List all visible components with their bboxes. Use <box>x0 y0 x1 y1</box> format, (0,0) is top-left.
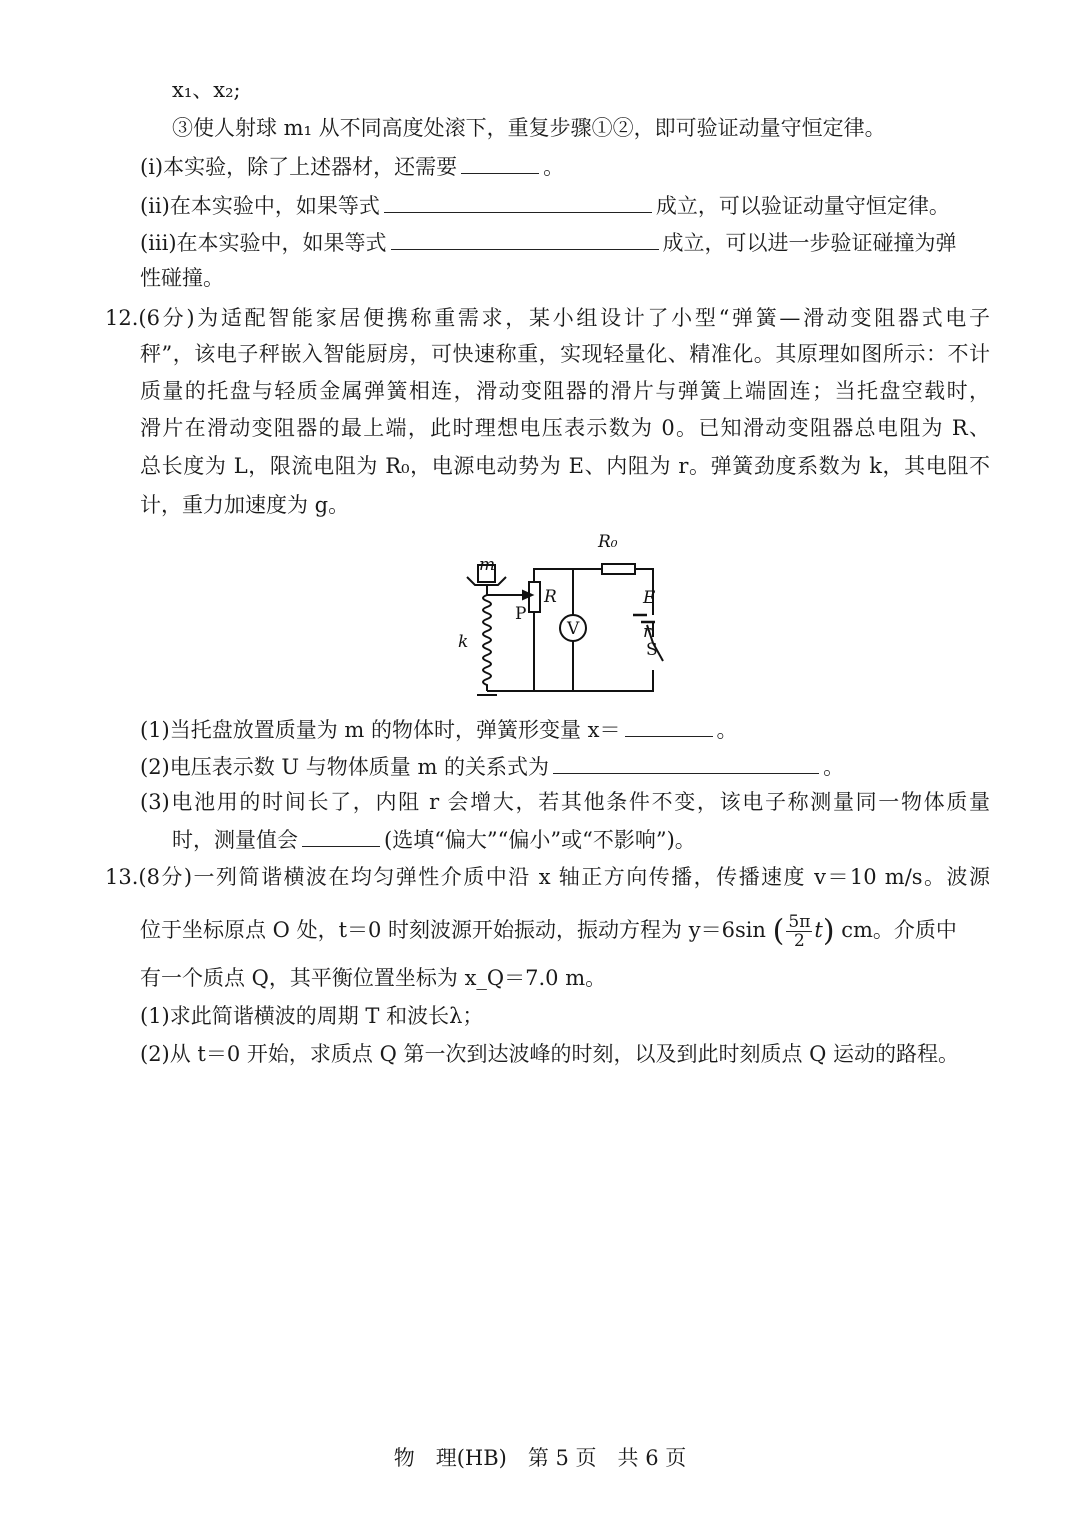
label-r: r <box>643 622 652 642</box>
part-iii-end: 成立，可以进一步验证碰撞为弹 <box>662 231 957 255</box>
label-m: m <box>479 555 496 575</box>
label-k: k <box>458 632 469 652</box>
label-R: R <box>544 587 557 607</box>
fraction-variable: t <box>814 918 823 942</box>
page-footer: 物 理(HB) 第 5 页 共 6 页 <box>393 1446 687 1470</box>
answer-blank-q12-2[interactable] <box>553 751 819 774</box>
fraction-numerator: 5π <box>788 912 811 932</box>
battery-icon <box>633 615 655 622</box>
circuit-diagram <box>455 525 658 710</box>
q13-line-2-end: cm。介质中 <box>841 918 957 942</box>
part-iii-text: (ⅲ)在本实验中，如果等式 <box>140 231 387 255</box>
label-R0: R₀ <box>598 532 618 552</box>
part-ii-text: (ⅱ)在本实验中，如果等式 <box>140 194 380 218</box>
q12-line-1: 12.(6分)为适配智能家居便携称重需求，某小组设计了小型“弹簧—滑动变阻器式电子 <box>105 306 990 330</box>
answer-blank-q12-3[interactable] <box>302 824 380 847</box>
q12-part-1-end: 。 <box>716 718 738 742</box>
q13-line-3: 有一个质点 Q，其平衡位置坐标为 x_Q＝7.0 m。 <box>140 966 607 990</box>
answer-blank-q12-1[interactable] <box>625 714 713 737</box>
prev-part-iii <box>140 227 957 257</box>
q12-part-3-end: (选填“偏大”“偏小”或“不影响”)。 <box>384 828 696 852</box>
q13-line-2-text: 位于坐标原点 O 处，t＝0 时刻波源开始振动，振动方程为 y＝6sin <box>140 918 766 942</box>
q12-part-2-end: 。 <box>823 755 845 779</box>
q13-line-2: 位于坐标原点 O 处，t＝0 时刻波源开始振动，振动方程为 y＝6sin ( $\frac{5\pi}{2}$ t) cm。介质中 <box>140 912 957 951</box>
label-V: V <box>567 619 580 639</box>
fraction-denominator: 2 <box>793 931 805 951</box>
prev-line-1: x₁、x₂; <box>172 78 241 102</box>
prev-part-iii-cont: 性碰撞。 <box>140 266 224 290</box>
q12-part-2 <box>140 751 844 781</box>
q12-line-3: 质量的托盘与轻质金属弹簧相连，滑动变阻器的滑片与弹簧上端固连；当托盘空载时， <box>140 379 990 403</box>
part-ii-end: 成立，可以验证动量守恒定律。 <box>655 194 950 218</box>
q12-line-5: 总长度为 L，限流电阻为 R₀，电源电动势为 E、内阻为 r。弹簧劲度系数为 k，其电阻不 <box>140 454 990 478</box>
q12-part-3-line-2 <box>172 824 696 854</box>
label-P: P <box>515 604 527 624</box>
fraction <box>786 913 812 950</box>
answer-blank-i[interactable] <box>461 151 539 174</box>
q12-part-2-text: (2)电压表示数 U 与物体质量 m 的关系式为 <box>140 755 550 779</box>
prev-part-i <box>140 151 564 181</box>
q12-line-4: 滑片在滑动变阻器的最上端，此时理想电压表示数为 0。已知滑动变阻器总电阻为 R、 <box>140 416 990 440</box>
q13-part-2: (2)从 t＝0 开始，求质点 Q 第一次到达波峰的时刻，以及到此时刻质点 Q 运动的路程。 <box>140 1042 960 1066</box>
q13-part-1: (1)求此简谐横波的周期 T 和波长λ； <box>140 1004 484 1028</box>
q12-part-3-text: 时，测量值会 <box>172 828 298 852</box>
q12-part-1 <box>140 714 738 744</box>
rheostat-R <box>529 582 540 612</box>
label-E: E <box>643 588 656 608</box>
part-i-end: 。 <box>543 155 565 179</box>
q12-line-6: 计，重力加速度为 g。 <box>140 493 350 517</box>
q13-line-1: 13.(8分)一列简谐横波在均匀弹性介质中沿 x 轴正方向传播，传播速度 v＝10 m/s。波源 <box>105 865 990 889</box>
resistor-R0 <box>602 564 635 574</box>
label-S: S <box>646 640 658 660</box>
answer-blank-ii[interactable] <box>384 190 652 213</box>
q12-part-3-line-1: (3)电池用的时间长了，内阻 r 会增大，若其他条件不变，该电子称测量同一物体质量 <box>140 790 990 814</box>
q12-line-2: 秤”，该电子秤嵌入智能厨房，可快速称重，实现轻量化、精准化。其原理如图所示：不计 <box>140 342 990 366</box>
part-i-text: (ⅰ)本实验，除了上述器材，还需要 <box>140 155 458 179</box>
prev-step-3: ③使人射球 m₁ 从不同高度处滚下，重复步骤①②，即可验证动量守恒定律。 <box>172 116 886 140</box>
q12-part-1-text: (1)当托盘放置质量为 m 的物体时，弹簧形变量 x＝ <box>140 718 621 742</box>
prev-part-ii <box>140 190 950 220</box>
slider-arrow-icon <box>523 591 532 599</box>
spring-icon <box>483 595 491 691</box>
answer-blank-iii[interactable] <box>391 227 659 250</box>
